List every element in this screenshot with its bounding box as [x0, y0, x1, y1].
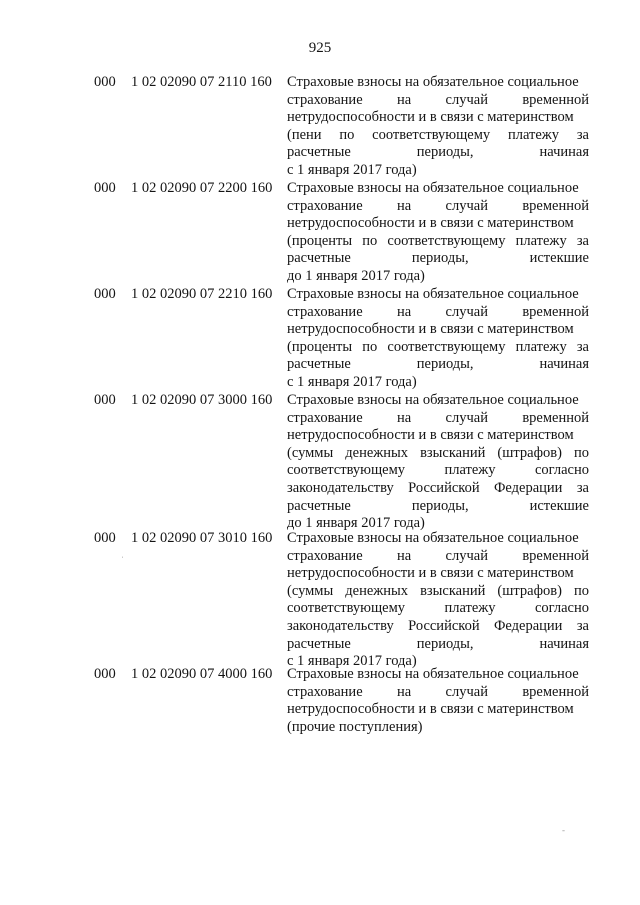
- description-line: (проценты по соответствующему платежу за: [287, 232, 589, 249]
- description-line: законодательству Российской Федерации за: [287, 479, 589, 496]
- description-line: страхование на случай временной: [287, 91, 589, 108]
- row-description: [287, 666, 589, 736]
- description-line: Страховые взносы на обязательное социальное: [287, 530, 579, 546]
- page-number: 925: [308, 40, 332, 56]
- kbk-code: 1 02 02090 07 3010 160: [131, 530, 273, 546]
- scan-speck: -: [562, 825, 565, 835]
- description-line: соответствующему платежу согласно: [287, 600, 589, 617]
- description-line: (прочие поступления): [287, 718, 423, 735]
- description-line: (проценты по соответствующему платежу за: [287, 338, 589, 355]
- kbk-code: 1 02 02090 07 2110 160: [131, 74, 272, 90]
- description-line: Страховые взносы на обязательное социальное: [287, 286, 579, 302]
- admin-code: 000: [94, 530, 116, 546]
- row-description: [287, 74, 589, 180]
- description-line: нетрудоспособности и в связи с материнством: [287, 109, 574, 126]
- description-line: Страховые взносы на обязательное социальное: [287, 74, 579, 90]
- admin-code: 000: [94, 666, 116, 682]
- description-line: с 1 января 2017 года): [287, 653, 417, 670]
- kbk-code: 1 02 02090 07 2200 160: [131, 180, 273, 196]
- description-line: Страховые взносы на обязательное социальное: [287, 180, 579, 196]
- scan-speck: ˌ: [121, 548, 124, 558]
- description-line: Страховые взносы на обязательное социальное: [287, 666, 579, 682]
- row-description: [287, 530, 589, 671]
- admin-code: 000: [94, 286, 116, 302]
- admin-code: 000: [94, 180, 116, 196]
- description-line: (пени по соответствующему платежу за: [287, 126, 589, 143]
- row-description: [287, 180, 589, 286]
- description-line: расчетные периоды, истекшие: [287, 497, 589, 514]
- kbk-code: 1 02 02090 07 3000 160: [131, 392, 273, 408]
- description-line: страхование на случай временной: [287, 683, 589, 700]
- admin-code: 000: [94, 392, 116, 408]
- description-line: нетрудоспособности и в связи с материнством: [287, 427, 574, 444]
- description-line: Страховые взносы на обязательное социальное: [287, 392, 579, 408]
- description-line: расчетные периоды, начиная: [287, 144, 589, 161]
- description-line: с 1 января 2017 года): [287, 161, 417, 178]
- description-line: нетрудоспособности и в связи с материнством: [287, 321, 574, 338]
- description-line: страхование на случай временной: [287, 303, 589, 320]
- description-line: страхование на случай временной: [287, 197, 589, 214]
- kbk-code: 1 02 02090 07 2210 160: [131, 286, 273, 302]
- description-line: соответствующему платежу согласно: [287, 462, 589, 479]
- admin-code: 000: [94, 74, 116, 90]
- description-line: страхование на случай временной: [287, 409, 589, 426]
- description-line: до 1 января 2017 года): [287, 267, 425, 284]
- description-line: страхование на случай временной: [287, 547, 589, 564]
- description-line: расчетные периоды, начиная: [287, 356, 589, 373]
- row-description: [287, 286, 589, 392]
- kbk-code: 1 02 02090 07 4000 160: [131, 666, 273, 682]
- row-description: [287, 392, 589, 533]
- description-line: с 1 января 2017 года): [287, 373, 417, 390]
- description-line: нетрудоспособности и в связи с материнством: [287, 565, 574, 582]
- description-line: расчетные периоды, истекшие: [287, 250, 589, 267]
- description-line: (суммы денежных взысканий (штрафов) по: [287, 444, 589, 461]
- description-line: законодательству Российской Федерации за: [287, 617, 589, 634]
- description-line: (суммы денежных взысканий (штрафов) по: [287, 582, 589, 599]
- description-line: расчетные периоды, начиная: [287, 635, 589, 652]
- description-line: нетрудоспособности и в связи с материнством: [287, 215, 574, 232]
- description-line: нетрудоспособности и в связи с материнством: [287, 701, 574, 718]
- description-line: до 1 января 2017 года): [287, 515, 425, 532]
